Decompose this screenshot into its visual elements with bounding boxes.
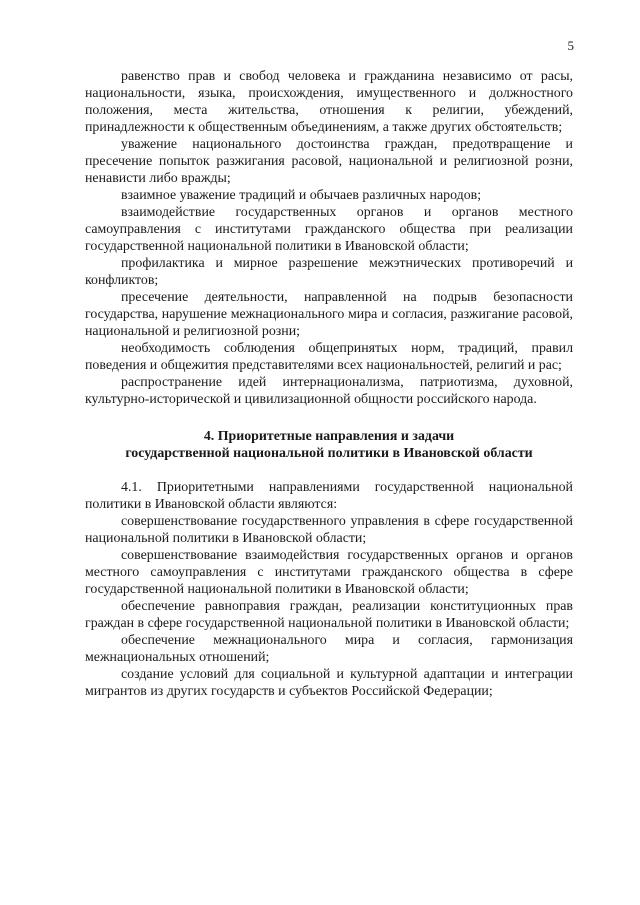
section-heading-line-2: государственной национальной политики в Ивановской области: [125, 446, 533, 461]
paragraph: взаимное уважение традиций и обычаев различных народов;: [121, 188, 482, 203]
paragraph: уважение национального достоинства граждан, предотвращение и пресечение попыток разжигания расовой, национальной и религиозной розни, ненависти либо вражды;: [85, 137, 573, 186]
paragraph: совершенствование взаимодействия государственных органов и органов местного самоуправления с институтами гражданского общества в сфере государственной национальной политики в Ивановской области;: [85, 548, 573, 597]
page-number: 5: [567, 38, 574, 53]
priorities-list: [85, 479, 573, 700]
paragraph: 4.1. Приоритетными направлениями государственной национальной политики в Ивановской области являются:: [85, 480, 573, 512]
paragraph: создание условий для социальной и культурной адаптации и интеграции мигрантов из других государств и субъектов Российской Федерации;: [85, 667, 573, 699]
document-body: [85, 68, 573, 700]
paragraph: пресечение деятельности, направленной на подрыв безопасности государства, нарушение межнационального мира и согласия, разжигание расовой, национальной и религиозной розни;: [85, 290, 573, 339]
paragraph: профилактика и мирное разрешение межэтнических противоречий и конфликтов;: [85, 256, 573, 288]
section-heading: [85, 426, 573, 462]
principles-list: [85, 68, 573, 408]
paragraph: необходимость соблюдения общепринятых норм, традиций, правил поведения и общежития представителями всех национальностей, религий и рас;: [85, 341, 573, 373]
paragraph: распространение идей интернационализма, патриотизма, духовной, культурно-исторической и цивилизационной общности российского народа.: [85, 375, 573, 407]
section-heading-line-1: 4. Приоритетные направления и задачи: [203, 429, 455, 444]
paragraph: взаимодействие государственных органов и органов местного самоуправления с институтами гражданского общества при реализации государственной национальной политики в Ивановской области;: [85, 205, 573, 254]
paragraph: обеспечение межнационального мира и согласия, гармонизация межнациональных отношений;: [85, 633, 573, 665]
paragraph: совершенствование государственного управления в сфере государственной национальной политики в Ивановской области;: [85, 514, 573, 546]
paragraph: обеспечение равноправия граждан, реализации конституционных прав граждан в сфере государственной национальной политики в Ивановской области;: [85, 599, 573, 631]
paragraph: равенство прав и свобод человека и гражданина независимо от расы, национальности, языка, происхождения, имущественного и должностного положения, места жительства, отношения к религии, убеждений, принадлежности к общественным объединениям, а также других обстоятельств;: [85, 69, 573, 135]
